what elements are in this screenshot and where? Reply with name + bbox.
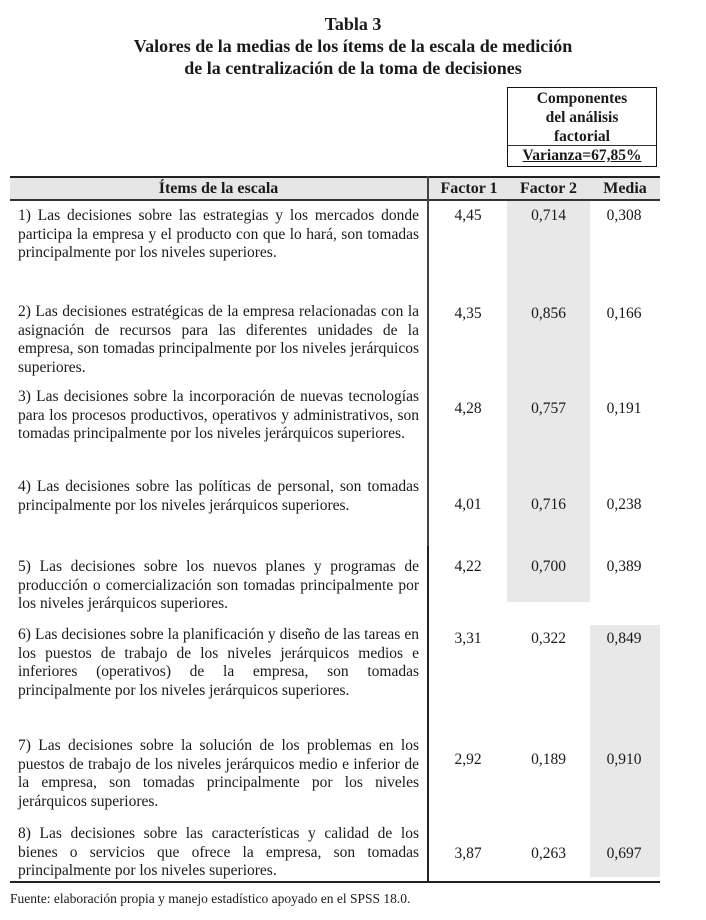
item-text: 5) Las decisiones sobre los nuevos planes y programas de producción o comercialización son tomadas principalmente por los niveles jerárquicos superiores. (18, 558, 419, 612)
table-header (10, 176, 660, 201)
factor1-value: 4,01 (454, 496, 482, 513)
media-value: 0,697 (606, 845, 642, 862)
factor2-value: 0,716 (531, 496, 566, 513)
item-text: 8) Las decisiones sobre las características y calidad de los bienes o servicios que ofrece la empresa, son tomadas principalmente por los niveles superiores. (18, 825, 419, 879)
column-divider (427, 176, 429, 546)
factor1-value: 4,22 (454, 558, 482, 575)
factor2-value: 0,856 (531, 305, 566, 322)
factor1-value: 4,35 (454, 305, 482, 322)
source-note: Fuente: elaboración propia y manejo estadístico apoyado en el SPSS 18.0. (10, 891, 411, 906)
components-box (507, 87, 657, 167)
item-text: 3) Las decisiones sobre la incorporación de nuevas tecnologías para los procesos productivos, operativos y administrativos, son tomadas principalmente por los niveles jerárquicos superiores. (18, 388, 419, 442)
factor2-value: 0,189 (531, 751, 566, 768)
media-value: 0,849 (606, 630, 642, 647)
media-value: 0,166 (606, 305, 642, 322)
column-divider (427, 546, 429, 882)
components-line-3: factorial (554, 128, 610, 145)
media-value: 0,308 (606, 207, 642, 224)
header-factor2: Factor 2 (519, 180, 577, 197)
table-title-line-1: Valores de la medias de los ítems de la escala de medición (133, 36, 573, 56)
factor1-value: 4,28 (454, 400, 482, 417)
item-text: 2) Las decisiones estratégicas de la empresa relacionadas con la asignación de recursos para las diferentes unidades de la empresa, son tomadas principalmente por los niveles jerárquicos superiores. (18, 303, 419, 376)
factor2-value: 0,757 (531, 400, 566, 417)
table-title-line-2: de la centralización de la toma de decisiones (184, 58, 522, 78)
factor1-value: 2,92 (454, 751, 482, 768)
components-line-2: del análisis (545, 109, 619, 126)
media-value: 0,191 (606, 400, 642, 417)
factor2-value: 0,263 (531, 845, 566, 862)
table-bottom-rule (10, 881, 660, 883)
factor2-value: 0,714 (531, 207, 566, 224)
factor1-value: 3,87 (454, 845, 482, 862)
factor1-value: 3,31 (454, 630, 482, 647)
media-value: 0,238 (606, 496, 642, 513)
table-label: Tabla 3 (324, 14, 382, 34)
item-text: 6) Las decisiones sobre la planificación y diseño de las tareas en los puestos de trabajo de los niveles jerárquicos medios e inferiores (operativos) de la empresa, son tomadas principalmente por los niveles jerárquicos superiores. (18, 626, 419, 699)
variance-label: Varianza=67,85% (508, 145, 656, 166)
media-value: 0,389 (606, 558, 642, 575)
item-text: 7) Las decisiones sobre la solución de los problemas en los puestos de trabajo de los niveles jerárquicos medio e inferior de la empresa, son tomadas principalmente por los niveles jerárquicos superiores. (18, 737, 419, 810)
header-items: Ítems de la escala (158, 180, 279, 197)
factor2-value: 0,322 (531, 630, 566, 647)
factor2-value: 0,700 (531, 558, 566, 575)
components-line-1: Componentes (536, 90, 628, 107)
factor1-value: 4,45 (454, 207, 482, 224)
item-text: 4) Las decisiones sobre las políticas de personal, son tomadas principalmente por los niveles jerárquicos superiores. (18, 478, 419, 514)
media-value: 0,910 (606, 751, 642, 768)
header-factor1: Factor 1 (440, 180, 498, 197)
item-text: 1) Las decisiones sobre las estrategias y los mercados donde participa la empresa y el producto con que lo hará, son tomadas principalmente por los niveles superiores. (18, 207, 419, 261)
header-media: Media (603, 180, 647, 197)
